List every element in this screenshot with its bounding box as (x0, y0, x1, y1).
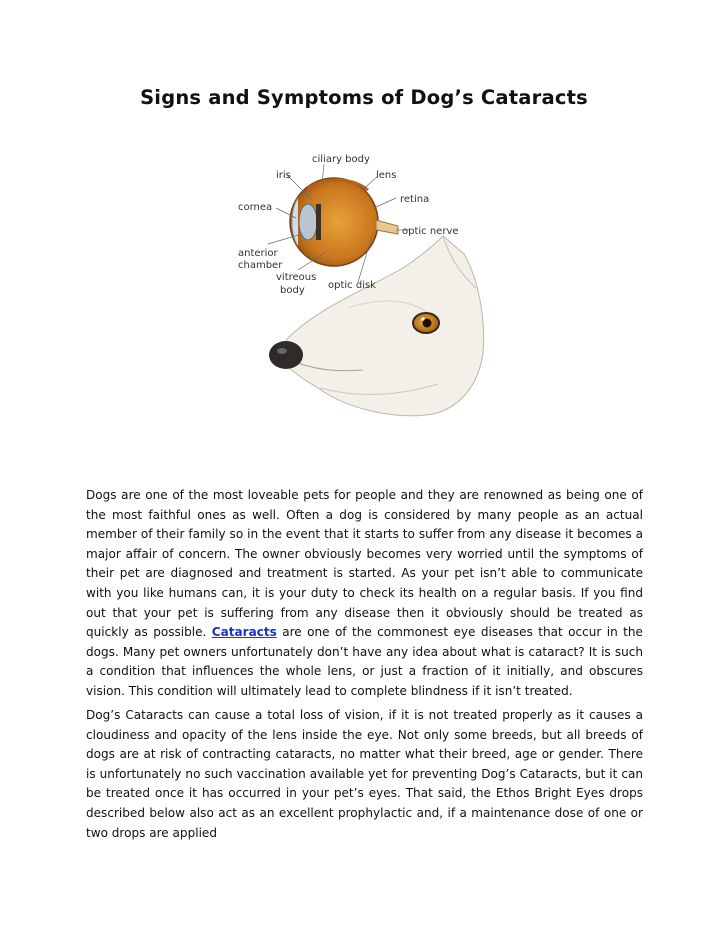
label-optic-nerve: optic nerve (402, 226, 459, 237)
label-retina: retina (400, 194, 430, 205)
label-ciliary-body: ciliary body (312, 154, 370, 165)
page-title: Signs and Symptoms of Dog’s Cataracts (140, 86, 588, 109)
label-optic-disk: optic disk (328, 280, 376, 291)
label-iris: iris (276, 170, 291, 181)
paragraph-1-text-before-link: Dogs are one of the most loveable pets for people and they are renowned as being one of the most faithful ones as well. Often a dog is considered by many people as an actual member of their family so in the event that it starts to suffer from any disease it becomes a major affair of concern. The owner obviously becomes very worried until the symptoms of their pet are diagnosed and treatment is started. As your pet isn’t able to communicate with you like humans can, it is your duty to check its health on a regular basis. If you find out that your pet is suffering from any disease then it obviously should be treated as quickly as possible. (86, 488, 643, 640)
dog-head-drawing (269, 236, 484, 416)
label-cornea: cornea (238, 202, 273, 213)
label-chamber: chamber (238, 260, 283, 271)
label-anterior: anterior (238, 248, 278, 259)
body-paragraph-2: Dog’s Cataracts can cause a total loss of vision, if it is not treated properly as it causes a cloudiness and opacity of the lens inside the eye. Not only some breeds, but all breeds of dogs are at risk of contracting cataracts, no matter what their breed, age or gender. There is unfortunately no such vaccination available yet for preventing Dog’s Cataracts, but it can be treated once it has occurred in your pet’s eyes. That said, the Ethos Bright Eyes drops described below also act as an excellent prophylactic and, if a maintenance dose of one or two drops are applied (86, 708, 643, 840)
label-body: body (280, 285, 305, 296)
eye-cross-section (290, 178, 398, 266)
label-lens: lens (376, 170, 397, 181)
paragraph-1-text-after-link: are one of the commonest eye diseases that occur in the dogs. Many pet owners unfortunately don’t have any idea about what is cataract? It is such a condition that influences the whole lens, or just a fraction of it initially, and obscures vision. This condition will ultimately lead to complete blindness if it isn’t treated. (86, 625, 643, 698)
cataracts-link[interactable]: Cataracts (211, 625, 277, 640)
illustration-svg (228, 148, 488, 428)
dog-nose (269, 341, 303, 369)
label-vitreous: vitreous (276, 272, 317, 283)
body-paragraph-1 (86, 486, 643, 702)
dog-eye-anatomy-illustration (228, 148, 488, 428)
